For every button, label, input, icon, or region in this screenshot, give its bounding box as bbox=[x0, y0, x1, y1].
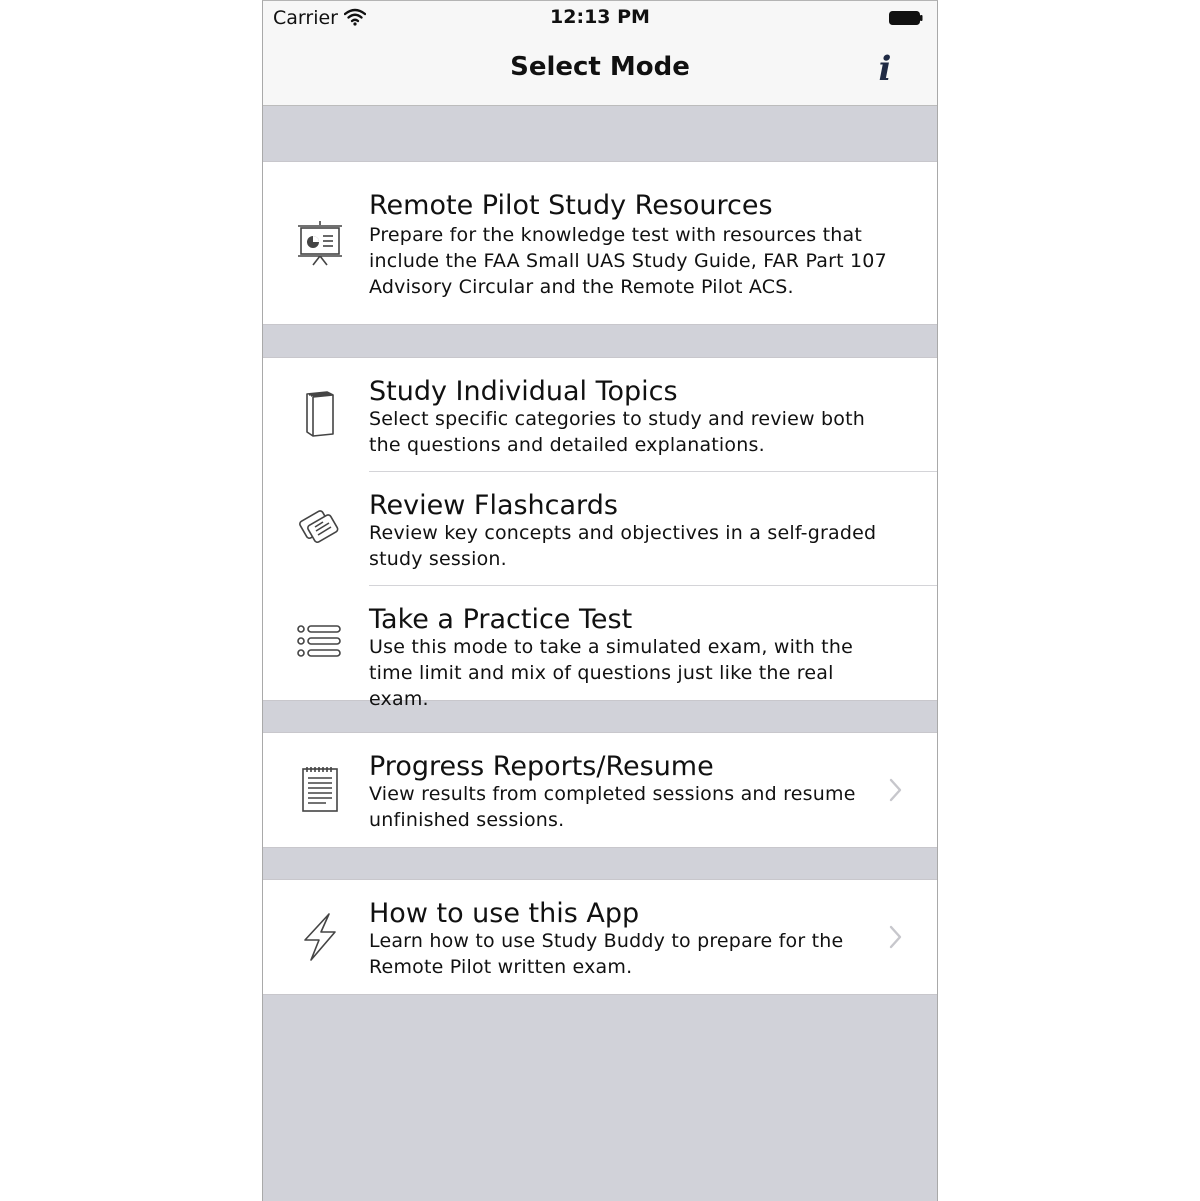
chevron-right-icon bbox=[887, 923, 905, 951]
navigation-bar bbox=[263, 35, 937, 106]
flashcards-icon bbox=[293, 500, 347, 554]
presentation-board-icon bbox=[293, 217, 347, 271]
info-button[interactable]: i bbox=[878, 49, 892, 89]
row-description: Prepare for the knowledge test with resources that include the FAA Small UAS Study Guide, FAR Part 107 Advisory Circular and the Remote Pilot ACS. bbox=[369, 224, 887, 298]
phone-screen bbox=[262, 0, 938, 1201]
list-icon bbox=[293, 614, 347, 668]
progress-reports-row[interactable] bbox=[263, 733, 937, 847]
row-description: Learn how to use Study Buddy to prepare for the Remote Pilot written exam. bbox=[369, 930, 844, 978]
row-title: Review Flashcards bbox=[369, 490, 618, 521]
how-to-use-row[interactable] bbox=[263, 880, 937, 994]
row-description: View results from completed sessions and resume unfinished sessions. bbox=[369, 783, 856, 831]
row-title: Remote Pilot Study Resources bbox=[369, 190, 773, 221]
study-modes-group bbox=[263, 357, 937, 710]
progress-group bbox=[263, 732, 937, 848]
help-group bbox=[263, 879, 937, 995]
row-description: Select specific categories to study and review both the questions and detailed explanations. bbox=[369, 408, 865, 456]
resources-group bbox=[263, 161, 937, 325]
chevron-right-icon bbox=[887, 776, 905, 804]
status-time: 12:13 PM bbox=[550, 6, 650, 28]
lightning-icon bbox=[293, 910, 347, 964]
row-title: Progress Reports/Resume bbox=[369, 751, 714, 782]
status-bar bbox=[263, 1, 937, 35]
row-description: Review key concepts and objectives in a self-graded study session. bbox=[369, 522, 877, 570]
page-title: Select Mode bbox=[510, 52, 690, 82]
practice-test-row[interactable] bbox=[263, 586, 937, 710]
battery-icon bbox=[889, 10, 923, 24]
row-title: How to use this App bbox=[369, 898, 640, 929]
book-icon bbox=[293, 386, 347, 440]
row-title: Take a Practice Test bbox=[369, 604, 633, 635]
row-title: Study Individual Topics bbox=[369, 376, 678, 407]
study-resources-row[interactable] bbox=[263, 162, 937, 324]
study-topics-row[interactable] bbox=[263, 358, 937, 472]
row-description: Use this mode to take a simulated exam, with the time limit and mix of questions just like the real exam. bbox=[369, 636, 853, 710]
notepad-icon bbox=[293, 763, 347, 817]
carrier-label: Carrier bbox=[273, 7, 338, 29]
flashcards-row[interactable] bbox=[263, 472, 937, 586]
